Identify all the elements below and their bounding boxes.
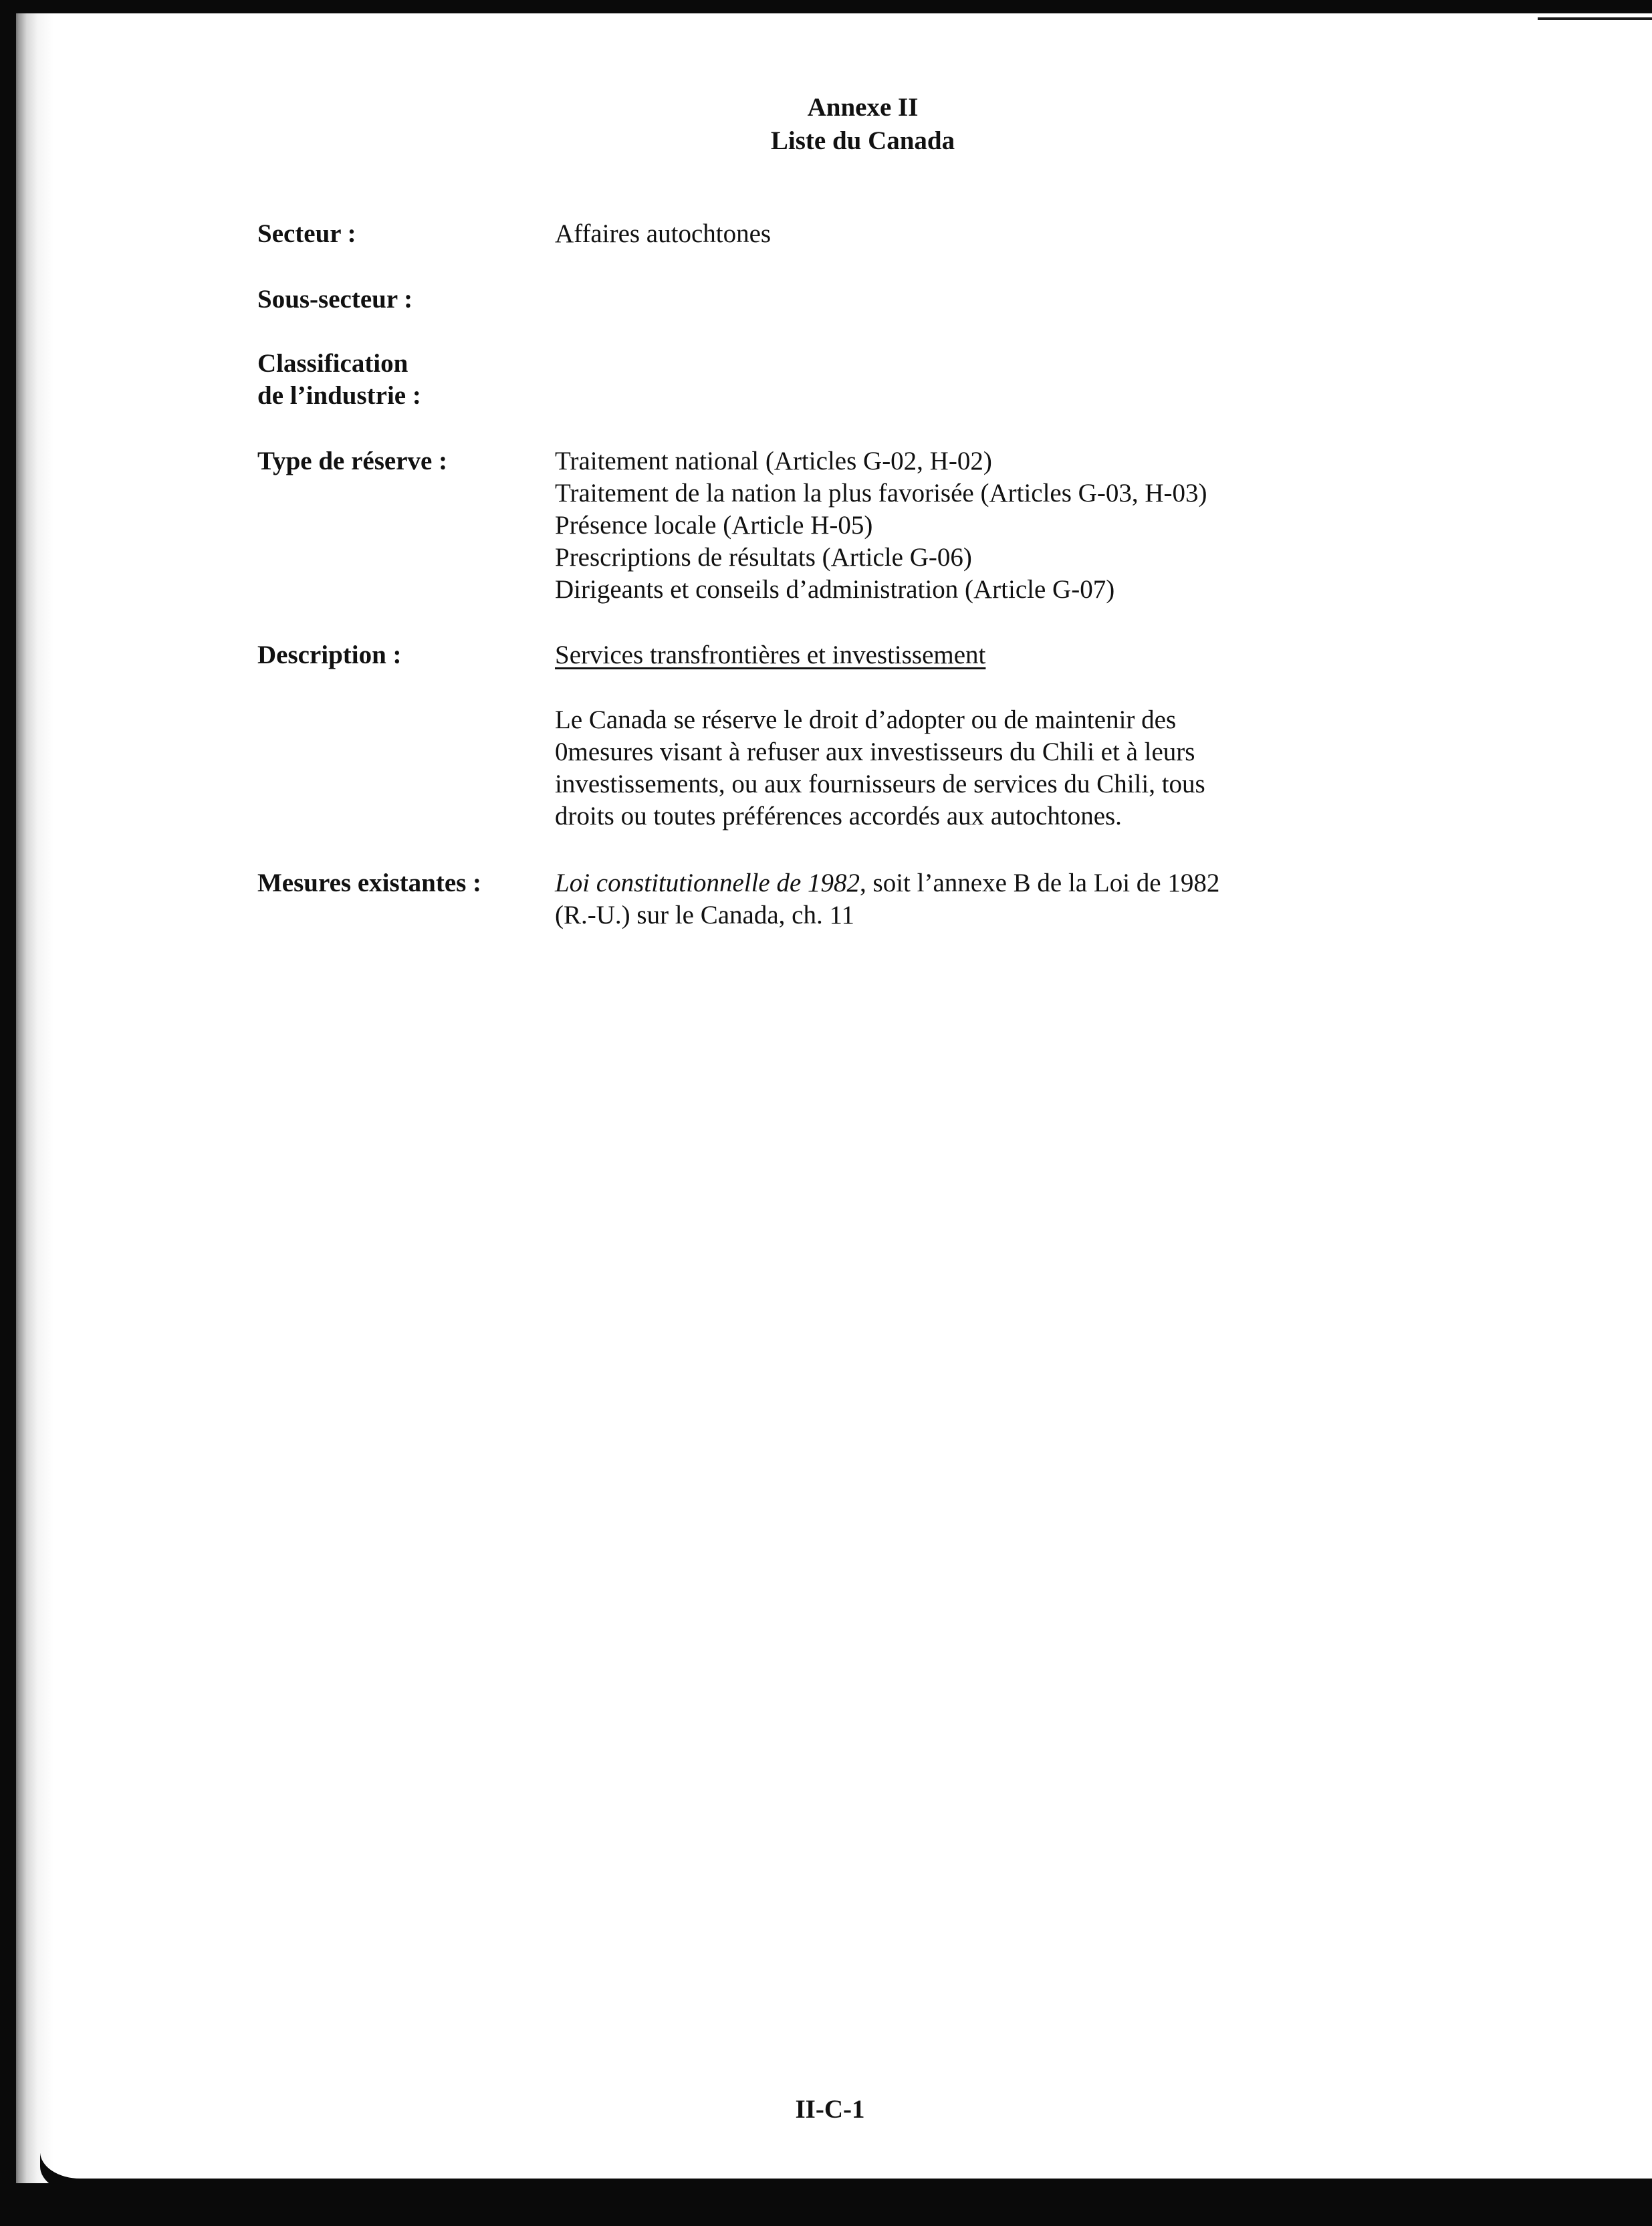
scan-top-edge xyxy=(0,0,1652,13)
existing-measures-line2: (R.-U.) sur le Canada, ch. 11 xyxy=(555,901,855,929)
reservation-type-item: Dirigeants et conseils d’administration (Article G-07) xyxy=(555,575,1115,604)
industry-classification-label-line2: de l’industrie : xyxy=(257,381,421,410)
reservation-type-item: Présence locale (Article H-05) xyxy=(555,511,873,540)
law-reference: , soit l’annexe B de la Loi de 1982 xyxy=(860,869,1220,897)
description-line: Le Canada se réserve le droit d’adopter ou de maintenir des xyxy=(555,705,1177,734)
existing-measures-line1 xyxy=(555,867,1219,899)
description-heading xyxy=(555,639,985,671)
subsector-label: Sous-secteur : xyxy=(257,285,413,314)
industry-classification-label xyxy=(257,348,421,412)
description-line: 0mesures visant à refuser aux investisseurs du Chili et à leurs xyxy=(555,738,1195,766)
law-title: Loi constitutionnelle de 1982 xyxy=(555,869,860,897)
sector-label: Secteur : xyxy=(257,219,356,248)
reservation-type-item: Prescriptions de résultats (Article G-06) xyxy=(555,543,972,572)
industry-classification-label-line1: Classification xyxy=(257,349,408,378)
annex-title: Annexe II xyxy=(807,93,919,122)
page-footer xyxy=(0,2094,1652,2124)
scan-left-edge xyxy=(0,0,16,2226)
description-line: investissements, ou aux fournisseurs de services du Chili, tous xyxy=(555,770,1205,798)
description-body xyxy=(555,704,1205,832)
reservation-type-label: Type de réserve : xyxy=(257,447,448,475)
description-line: droits ou toutes préférences accordés aux autochtones. xyxy=(555,802,1122,830)
reservation-type-list xyxy=(555,445,1207,606)
existing-measures-value xyxy=(555,867,1219,931)
reservation-type-item: Traitement national (Articles G-02, H-02) xyxy=(555,447,992,475)
page-number: II-C-1 xyxy=(795,2095,865,2124)
scan-bottom-edge xyxy=(0,2183,1652,2226)
sector-value: Affaires autochtones xyxy=(555,219,772,248)
scan-top-line xyxy=(1538,17,1652,20)
description-heading-text: Services transfrontières et investissement xyxy=(555,641,986,669)
description-label: Description : xyxy=(257,641,402,669)
existing-measures-label: Mesures existantes : xyxy=(257,869,482,897)
reservation-type-item: Traitement de la nation la plus favorisée (Articles G-03, H-03) xyxy=(555,479,1207,508)
document-header xyxy=(0,91,1652,158)
schedule-title: Liste du Canada xyxy=(770,126,955,155)
